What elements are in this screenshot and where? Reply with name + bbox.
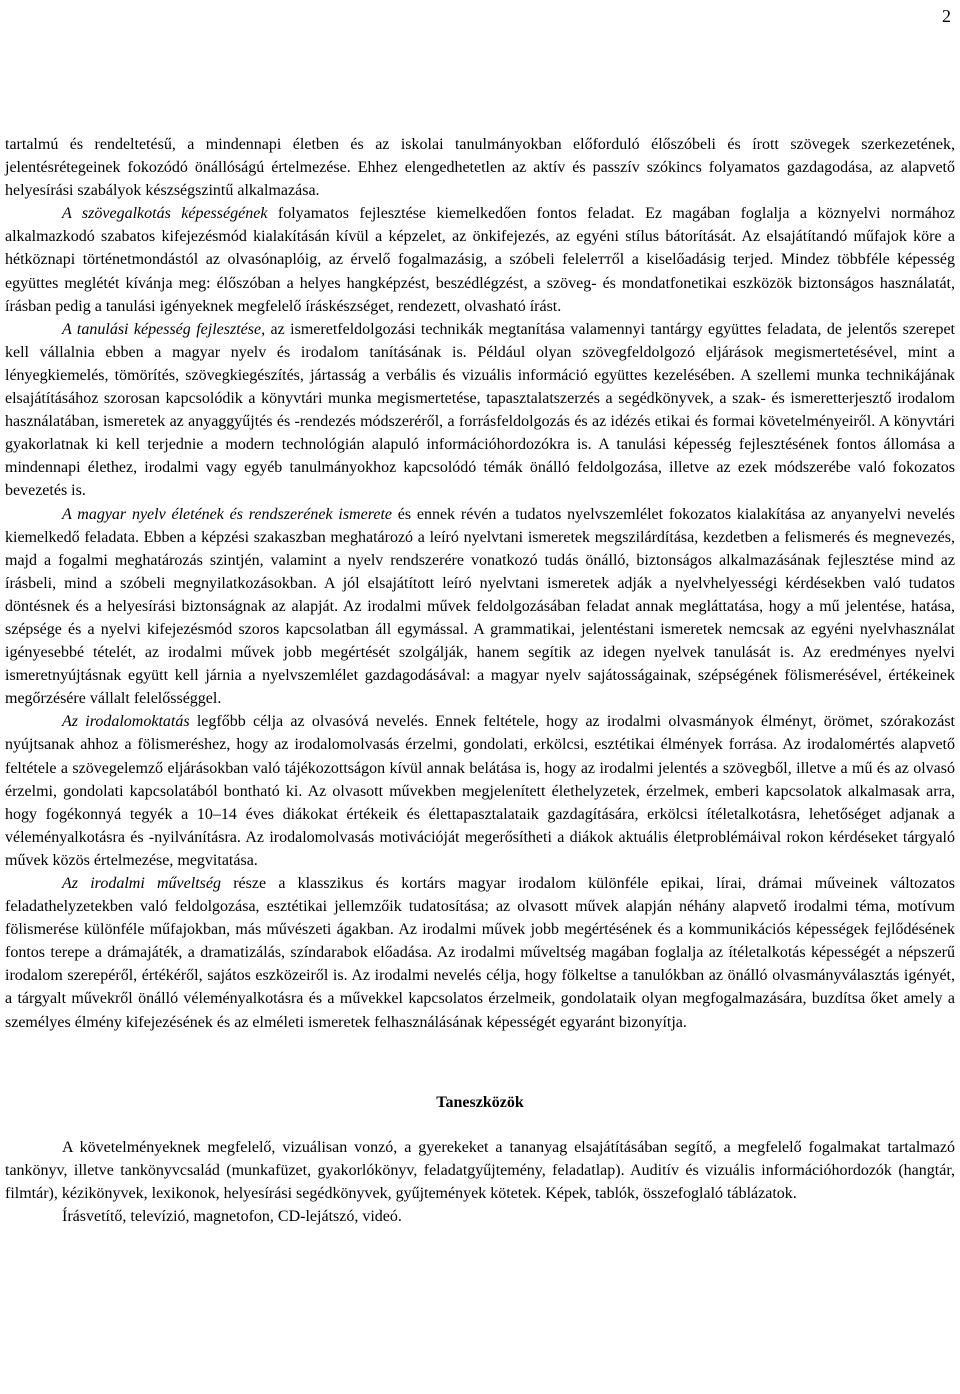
paragraph-lead: Az irodalmi műveltség	[62, 875, 221, 892]
paragraph-intro	[5, 133, 955, 202]
paragraph-taneszkozok: A követelményeknek megfelelő, vizuálisan vonzó, a gyerekeket a tananyag elsajátításában segítő, a megfelelő fogalmakat tartalmazó tankönyv, illetve tankönyvcsalád (munkafüzet, gyakorlókönyv, feladatgyűjtemény, feladatlap). Auditív és vizuális információhordozók (hangtár, filmtár), kézikönyvek, lexikonok, helyesírási segédkönyvek, gyűjtemények kötetek. Képek, tablók, összefoglaló táblázatok.	[5, 1138, 955, 1202]
paragraph-text: legfőbb célja az olvasóvá nevelés. Ennek feltétele, hogy az irodalmi olvasmányok élményt, örömet, szórakozást nyújtsanak ahhoz a fölismeréshez, hogy az irodalomolvasás érzelmi, gondolati, erkölcsi, esztétikai élmények forrása. Az irodalomértés alapvető feltétele a szövegelemző eljárásokban való tájékozottságon kívül annak belátása is, hogy az irodalmi jelentés a szövegből, illetve a mű és az olvasó érzelmi, gondolati kapcsolatából bontható ki. Az olvasott művekben megjelenített élethelyzetek, érzelmek, emberi kapcsolatok alkalmasak arra, hogy fogékonnyá tegyék a 10–14 éves diákokat értékeik és élettapasztalataik gazdagítására, erkölcsi ítéletalkotásra, lehetőséget adjanak a véleményalkotásra és -nyilvánításra. Az irodalomolvasás motivációját megerősítheti a diákok aktuális életproblémáival rokon kérdéseket tárgyaló művek közös értelmezése, megvitatása.	[5, 713, 955, 869]
paragraph-text: tartalmú és rendeltetésű, a mindennapi életben és az iskolai tanulmányokban előforduló élőszóbeli és írott szövegek szerkezetének, jelentésrétegeinek fokozódó önállóságú értelmezése. Ehhez elengedhetetlen az aktív és passzív szókincs folyamatos gazdagodása, az alapvető helyesírási szabályok készségszintű alkalmazása.	[5, 136, 955, 200]
paragraph-lead: Az irodalomoktatás	[62, 713, 190, 731]
paragraph-text: és ennek révén a tudatos nyelvszemlélet fokozatos kialakítása az anyanyelvi nevelés kiemelkedő feladata. Ebben a képzési szakaszban meghatározó a leíró nyelvtani ismeretek megszilárdítása, kezdetben a felismerés és megnevezés, majd a fogalmi meghatározás szintjén, valamint a nyelv rendszerére vonatkozó tudás önálló, biztonságos alkalmazásának fejlesztése mind az írásbeli, mind a szóbeli megnyilatkozásokban. A jól elsajátított leíró nyelvtani ismeretek adják a nyelvhelyességi kérdésekben való tudatos döntésnek és a helyesírási biztonságnak az alapját. Az irodalmi művek feldolgozásában feladat annak megláttatása, hogy a mű jelentése, hatása, szépsége és a nyelvi kifejezésmód szoros kapcsolatban áll egymással. A grammatikai, jelentéstani ismeretek nemcsak az egyéni nyelvhasználat igényesebbé tételét, az irodalmi művek jobb megértését szolgálják, hanem segítik az idegen nyelvek tanulását is. Az eredményes nyelvi ismeretnyújtásnak együtt kell járnia a nyelvszemlélet gazdagodásával: a magyar nyelv sajátosságainak, szépségének fölismerésével, értékeinek megőrzésére vállalt felelősséggel.	[5, 505, 955, 708]
paragraph-irodalmi-muveltseg	[5, 872, 955, 1034]
section-heading-wrap	[5, 1091, 955, 1114]
paragraph-magyar-nyelv	[5, 503, 955, 711]
paragraph-lead: A magyar nyelv életének és rendszerének ismerete	[62, 505, 392, 523]
page-number: 2	[942, 6, 951, 26]
document-body	[5, 133, 955, 1228]
paragraph-eszkozok-lista: Írásvetítő, televízió, magnetofon, CD-lejátszó, videó.	[62, 1207, 402, 1225]
paragraph-irodalomoktatas	[5, 710, 955, 872]
paragraph-text: része a klasszikus és kortárs magyar irodalom különféle epikai, lírai, drámai műveinek változatos feladathelyzetekben való feldolgozása, esztétikai jellemzőik tudatosítása; az olvasott művek alapján néhány alapvető irodalmi téma, motívum fölismerése különféle műfajokban, más művészeti ágakban. Az irodalmi művek jobb megértésének és a kommunikációs képességek fejlődésének fontos terepe a drámajáték, a dramatizálás, színdarabok előadása. Az irodalmi műveltség magában foglalja az ítéletalkotás képességét a népszerű irodalom szerepéről, értékéről, sajátos eszközeiről is. Az irodalmi nevelés célja, hogy fölkeltse a tanulókban az önálló olvasmányválasztás igényét, a tárgyalt művekről önálló véleményalkotásra és a művekkel kapcsolatos érzelmeik, gondolataik olyan megfogalmazására, buzdítsa őket amely a személyes élmény kifejezésének és az elméleti ismeretek felhasználásának képességét egyaránt bizonyítja.	[5, 875, 955, 1031]
paragraph-lead: A tanulási képesség fejlesztése,	[62, 320, 266, 338]
section-title: Taneszközök	[436, 1093, 524, 1111]
paragraph-text: folyamatos fejlesztése kiemelkedően fontos feladat. Ez magában foglalja a köznyelvi normához alkalmazkodó szabatos kifejezésmód kialakításán kívül a képzelet, az önkifejezés, az egyéni stílus bátorítását. Az elsajátítandó műfajok köre a hétköznapi történetmondástól az olvasónaplóig, az érvelő fogalmazásig, a szóbeli feleleттől a kiselőadásig terjed. Mindez többféle képesség együttes meglétét kívánja meg: élőszóban a helyes hangképzést, beszédlégzést, a szöveg- és mondatfonetikai eszközök biztonságos használatát, írásban pedig a tanulási igényeknek megfelelő íráskészséget, rendezett, olvasható írást.	[5, 205, 955, 315]
paragraph-szovegalkotas	[5, 202, 955, 317]
paragraph-text: az ismeretfeldolgozási technikák megtanítása valamennyi tantárgy együttes feladata, de jelentős szerepet kell vállalnia ebben a magyar nyelv és irodalom tanításának is. Például olyan szövegfeldolgozó eljárások megismertetésével, mint a lényegkiemelés, tömörítés, szövegkiegészítés, jártasság a verbális és vizuális információ együttes kezelésében. A szellemi munka technikájának elsajátításához szorosan kapcsolódik a könyvtári munka megismertetése, tapasztalatszerzés a segédkönyvek, a szak- és ismeretterjesztő irodalom használatában, ismeretek az anyaggyűjtés és -rendezés módszeréről, a forrásfeldolgozás és az idézés etikai és formai követelményeiről. A könyvtári gyakorlatnak ki kell terjednie a modern technológián alapuló információhordozókra is. A tanulási képesség fejlesztésének fontos állomása a mindennapi élethez, irodalmi vagy egyéb tanulmányokhoz kapcsolódó témák önálló feldolgozása, illetve az ezek módszerébe való fokozatos bevezetés is.	[5, 320, 955, 500]
paragraph-lead: A szövegalkotás képességének	[62, 205, 268, 223]
paragraph-tanulasi-kepesseg	[5, 318, 955, 503]
